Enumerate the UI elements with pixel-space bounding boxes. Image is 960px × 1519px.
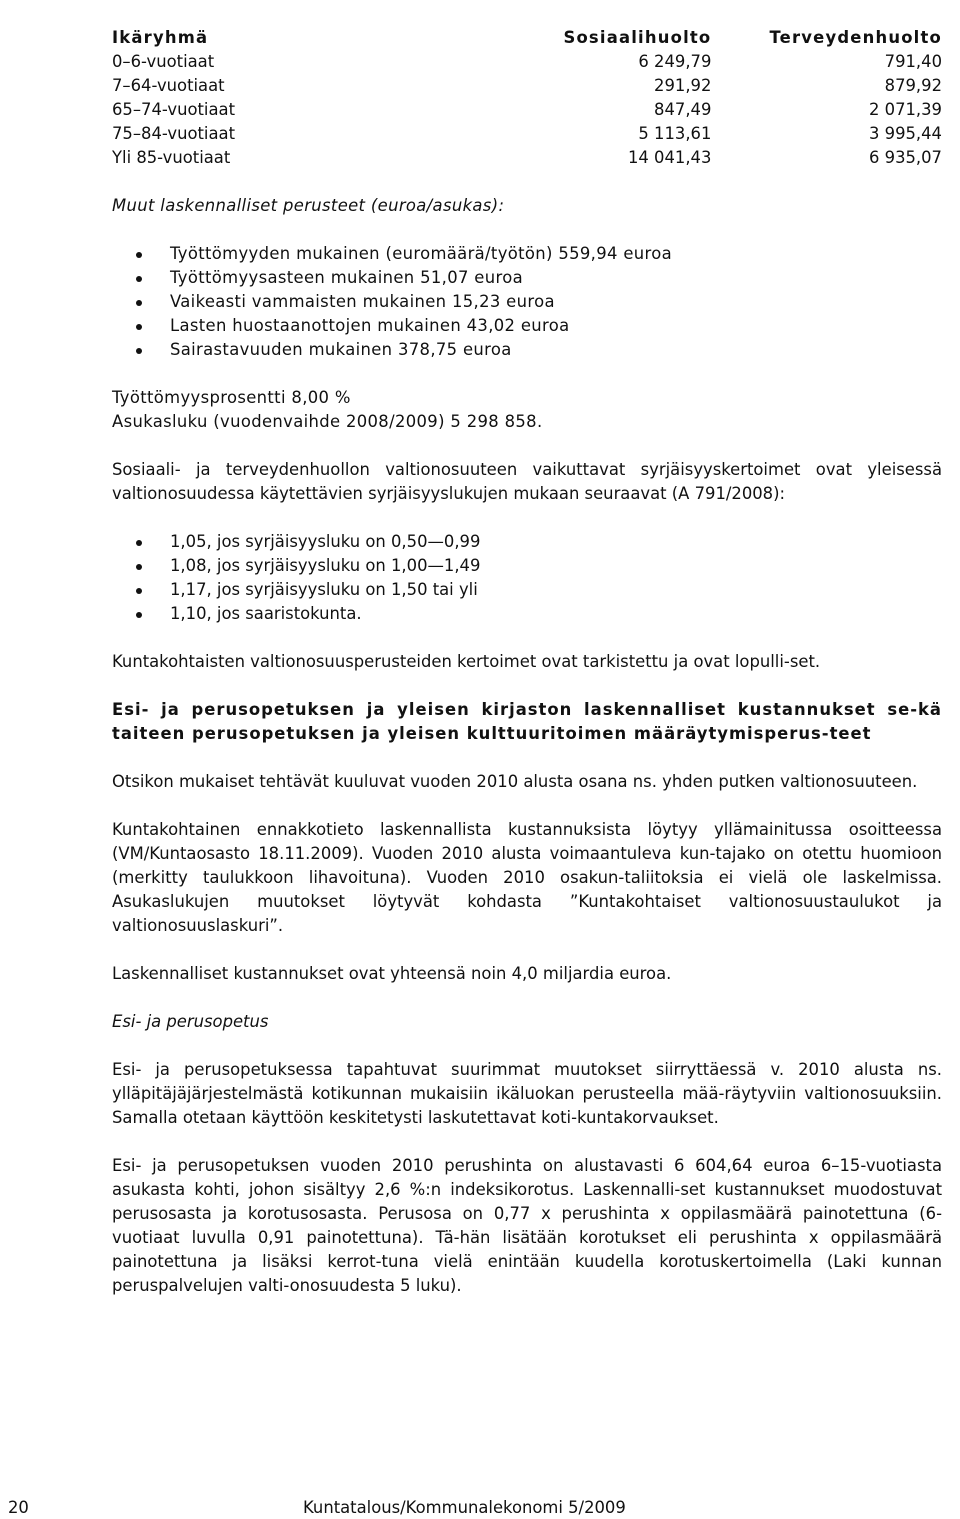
age-group-cell: 0–6-vuotiaat <box>112 52 215 71</box>
header-social-care: Sosiaalihuolto <box>563 28 712 47</box>
list-item: 1,05, jos syrjäisyysluku on 0,50—0,99 <box>112 530 942 554</box>
list-item: Vaikeasti vammaisten mukainen 15,23 euroa <box>112 290 942 314</box>
age-group-cell: 65–74-vuotiaat <box>112 100 235 119</box>
paragraph: Esi- ja perusopetuksessa tapahtuvat suurimmat muutokset siirryttäessä v. 2010 alusta ns. ylläpitäjäjärjestelmästä kotikunnan mukaisiin ikäluokan perusteella mää-räytyviin valtionosuuksiin. Samalla otetaan käyttöön keskitetysti laskutettavat koti-kuntakorvaukset. <box>112 1060 942 1127</box>
health-care-cell: 879,92 <box>884 76 942 95</box>
page-content <box>112 26 942 1298</box>
publication-name: Kuntatalous/Kommunalekonomi 5/2009 <box>303 1498 626 1517</box>
list-item: Työttömyysasteen mukainen 51,07 euroa <box>112 266 942 290</box>
age-group-cell: 7–64-vuotiaat <box>112 76 225 95</box>
section-heading: Esi- ja perusopetuksen ja yleisen kirjaston laskennalliset kustannukset se-kä taiteen perusopetuksen ja yleisen kulttuuritoimen määräytymisperus-teet <box>112 700 942 743</box>
table-row <box>112 146 942 170</box>
age-group-cell: 75–84-vuotiaat <box>112 124 235 143</box>
table-row <box>112 122 942 146</box>
paragraph: Laskennalliset kustannukset ovat yhteensä noin 4,0 miljardia euroa. <box>112 964 672 983</box>
page-footer <box>0 1497 960 1519</box>
checked-note: Kuntakohtaisten valtionosuusperusteiden kertoimet ovat tarkistettu ja ovat lopulli-set. <box>112 652 821 671</box>
other-bases-title: Muut laskennalliset perusteet (euroa/asukas): <box>112 196 505 215</box>
social-care-cell: 14 041,43 <box>627 148 712 167</box>
table-row <box>112 50 942 74</box>
header-health-care: Terveydenhuolto <box>769 28 942 47</box>
health-care-cell: 2 071,39 <box>869 100 942 119</box>
header-age-group: Ikäryhmä <box>112 28 209 47</box>
other-bases-list <box>112 242 942 362</box>
health-care-cell: 791,40 <box>884 52 942 71</box>
paragraph: Esi- ja perusopetuksen vuoden 2010 perushinta on alustavasti 6 604,64 euroa 6–15-vuotiasta asukasta kohti, johon sisältyy 2,6 %:n indeksikorotus. Laskennalli-set kustannukset muodostuvat perusosasta ja korotusosasta. Perusosa on 0,77 x perushinta x oppilasmäärä painotettuna (6-vuotiaat luvulla 0,91 painotettuna). Tä-hän lisätään korotukset eli perushinta x oppilasmäärä painotettuna ja lisäksi kerrot-tuna vielä enintään kuudella korotuskertoimella (Laki kunnan peruspalvelujen valti-onosuudesta 5 luku). <box>112 1156 942 1295</box>
age-group-table <box>112 26 942 170</box>
social-care-cell: 6 249,79 <box>638 52 712 71</box>
paragraph: Otsikon mukaiset tehtävät kuuluvat vuoden 2010 alusta osana ns. yhden putken valtionosuuteen. <box>112 772 918 791</box>
subheading: Esi- ja perusopetus <box>112 1012 269 1031</box>
list-item: 1,17, jos syrjäisyysluku on 1,50 tai yli <box>112 578 942 602</box>
list-item: Lasten huostaanottojen mukainen 43,02 euroa <box>112 314 942 338</box>
population: Asukasluku (vuodenvaihde 2008/2009) 5 298 858. <box>112 412 543 431</box>
list-item: 1,10, jos saaristokunta. <box>112 602 942 626</box>
table-row <box>112 74 942 98</box>
social-care-cell: 291,92 <box>654 76 712 95</box>
table-header-row <box>112 26 942 50</box>
remoteness-list <box>112 530 942 626</box>
paragraph: Kuntakohtainen ennakkotieto laskennallista kustannuksista löytyy yllämainitussa osoitteessa (VM/Kuntaosasto 18.11.2009). Vuoden 2010 alusta voimaantuleva kun-tajako on otettu huomioon (merkitty taulukkoon lihavoituna). Vuoden 2010 osakun-taliitoksia ei vielä ole laskelmissa. Asukaslukujen muutokset löytyvät kohdasta ”Kuntakohtaiset valtionosuustaulukot ja valtionosuuslaskuri”. <box>112 820 942 935</box>
unemployment-rate: Työttömyysprosentti 8,00 % <box>112 388 351 407</box>
page-number: 20 <box>8 1498 29 1517</box>
age-group-cell: Yli 85-vuotiaat <box>112 148 231 167</box>
table-row <box>112 98 942 122</box>
social-care-cell: 847,49 <box>654 100 712 119</box>
list-item: Työttömyyden mukainen (euromäärä/työtön) 559,94 euroa <box>112 242 942 266</box>
health-care-cell: 6 935,07 <box>869 148 942 167</box>
health-care-cell: 3 995,44 <box>869 124 942 143</box>
remoteness-intro: Sosiaali- ja terveydenhuollon valtionosuuteen vaikuttavat syrjäisyyskertoimet ovat yleisessä valtionosuudessa käytettävien syrjäisyyslukujen mukaan seuraavat (A 791/2008): <box>112 460 942 503</box>
list-item: Sairastavuuden mukainen 378,75 euroa <box>112 338 942 362</box>
list-item: 1,08, jos syrjäisyysluku on 1,00—1,49 <box>112 554 942 578</box>
social-care-cell: 5 113,61 <box>638 124 712 143</box>
